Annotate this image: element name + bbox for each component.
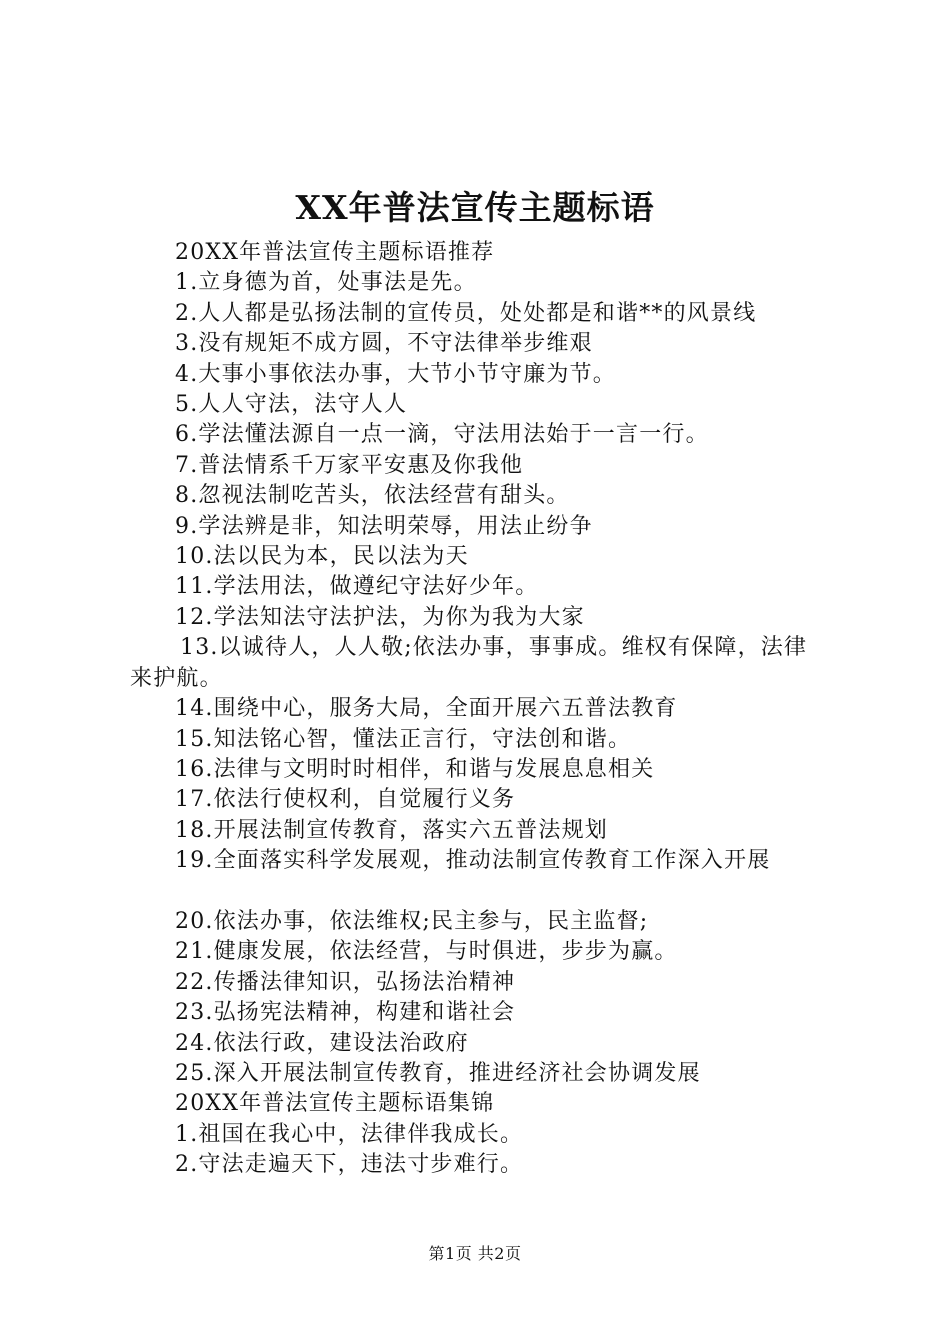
slogan-line: 2.守法走遍天下，违法寸步难行。 <box>175 1152 524 1178</box>
slogan-line: 21.健康发展，依法经营，与时俱进，步步为赢。 <box>175 939 678 965</box>
slogan-line: 23.弘扬宪法精神，构建和谐社会 <box>175 1000 516 1026</box>
slogan-line: 19.全面落实科学发展观，推动法制宣传教育工作深入开展 <box>175 848 771 874</box>
slogan-line: 25.深入开展法制宣传教育，推进经济社会协调发展 <box>175 1060 701 1086</box>
slogan-line: 2.人人都是弘扬法制的宣传员，处处都是和谐**的风景线 <box>175 300 757 326</box>
document-title: XX年普法宣传主题标语 <box>295 188 655 227</box>
slogan-line: 10.法以民为本，民以法为天 <box>175 544 469 570</box>
section-heading: 20XX年普法宣传主题标语集锦 <box>175 1091 495 1117</box>
slogan-line: 12.学法知法守法护法，为你为我为大家 <box>175 604 585 630</box>
slogan-line: 8.忽视法制吃苦头，依法经营有甜头。 <box>175 483 570 509</box>
blank-line <box>130 877 830 907</box>
page-footer: 第1页 共2页 <box>428 1244 522 1263</box>
slogan-line: 1.立身德为首，处事法是先。 <box>175 270 477 296</box>
slogan-line: 17.依法行使权利，自觉履行义务 <box>175 787 516 813</box>
slogan-line: 14.围绕中心，服务大局，全面开展六五普法教育 <box>175 696 678 722</box>
slogan-line: 9.学法辨是非，知法明荣辱，用法止纷争 <box>175 513 593 539</box>
slogan-line: 15.知法铭心智，懂法正言行，守法创和谐。 <box>175 726 632 752</box>
slogan-line: 5.人人守法，法守人人 <box>175 392 408 418</box>
section-heading: 20XX年普法宣传主题标语推荐 <box>175 240 495 265</box>
slogan-line: 22.传播法律知识，弘扬法治精神 <box>175 969 516 995</box>
slogan-line: 16.法律与文明时时相伴，和谐与发展息息相关 <box>175 756 655 782</box>
slogan-line: 18.开展法制宣传教育，落实六五普法规划 <box>175 817 608 843</box>
slogan-line: 20.依法办事，依法维权;民主参与，民主监督; <box>175 908 649 934</box>
slogan-line: 11.学法用法，做遵纪守法好少年。 <box>175 574 539 600</box>
slogan-line: 24.依法行政，建设法治政府 <box>175 1030 469 1056</box>
slogan-line: 7.普法情系千万家平安惠及你我他 <box>175 452 524 478</box>
document-body <box>130 238 830 1181</box>
slogan-line: 13.以诚待人，人人敬;依法办事，事事成。维权有保障，法律来护航。 <box>130 635 808 691</box>
slogan-line: 6.学法懂法源自一点一滴，守法用法始于一言一行。 <box>175 422 709 448</box>
slogan-line: 3.没有规矩不成方圆，不守法律举步维艰 <box>175 331 593 357</box>
slogan-line: 4.大事小事依法办事，大节小节守廉为节。 <box>175 361 616 387</box>
slogan-line: 1.祖国在我心中，法律伴我成长。 <box>175 1121 524 1147</box>
